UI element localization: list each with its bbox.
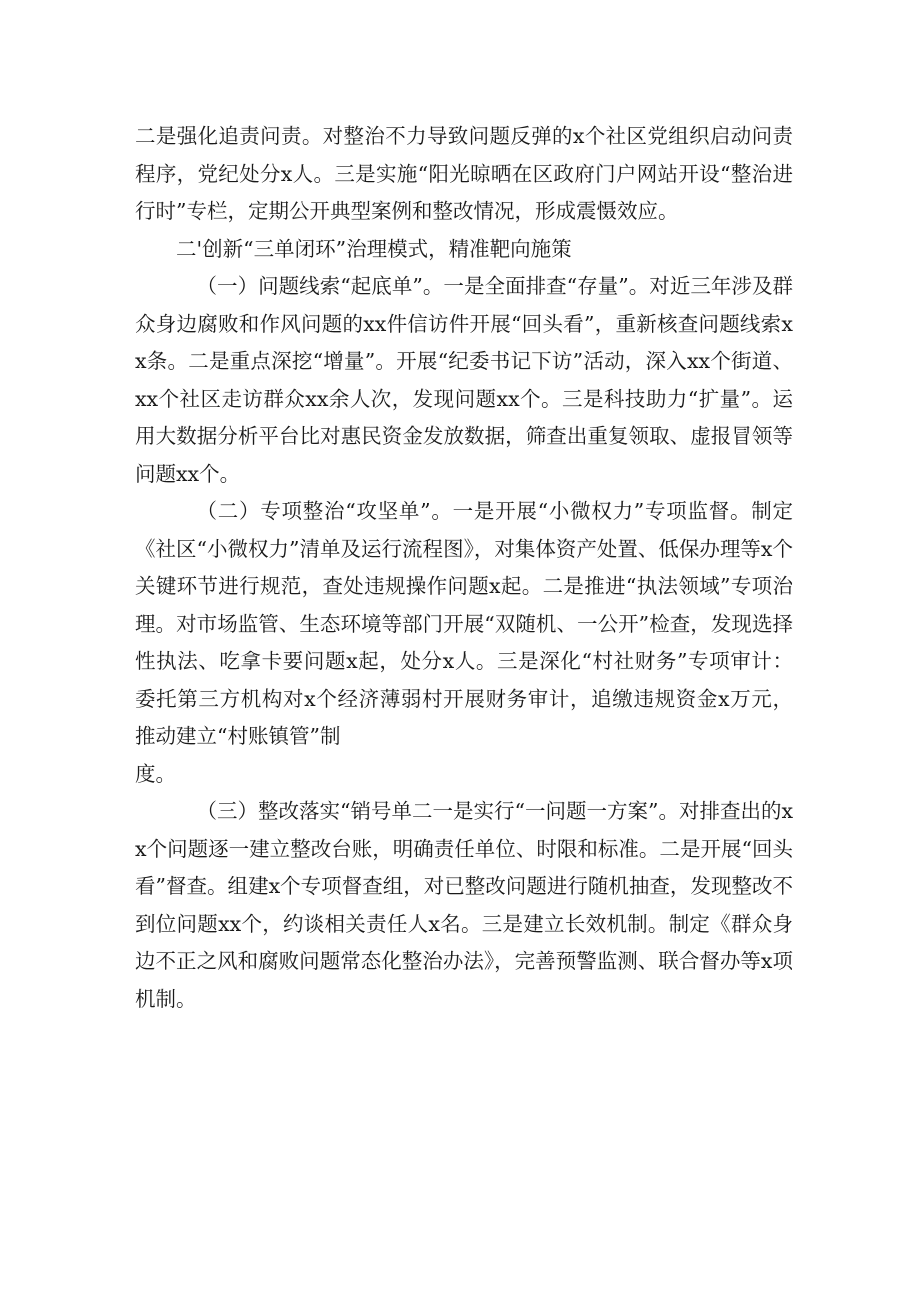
document-body <box>135 118 793 1018</box>
section-heading-two: 二'创新“三单闭环”治理模式，精准靶向施策 <box>176 236 572 261</box>
paragraph-special-rectification: （二）专项整治“攻坚单”。一是开展“小微权力”专项监督。制定《社区“小微权力”清单及运行流程图》，对集体资产处置、低保办理等x个关键环节进行规范，查处违规操作问题x起。二是推进“执法领域”专项治理。对市场监管、生态环境等部门开展“双随机、一公开”检查，发现选择性执法、吃拿卡要问题x起，处分x人。三是深化“村社财务”专项审计：委托第三方机构对x个经济薄弱村开展财务审计，追缴违规资金x万元，推动建立“村账镇管”制 <box>135 499 793 748</box>
paragraph-clue-list: （一）问题线索“起底单”。一是全面排查“存量”。对近三年涉及群众身边腐败和作风问题的xx件信访件开展“回头看”，重新核查问题线索xx条。二是重点深挖“增量”。开展“纪委书记下访”活动，深入xx个街道、xx个社区走访群众xx余人次，发现问题xx个。三是科技助力“扩量”。运用大数据分析平台比对惠民资金发放数据，筛查出重复领取、虚报冒领等问题xx个。 <box>135 274 793 486</box>
paragraph-accountability: 二是强化追责问责。对整治不力导致问题反弹的x个社区党组织启动问责程序，党纪处分x人。三是实施“阳光晾晒在区政府门户网站开设“整治进行时”专栏，定期公开典型案例和整改情况，形成震慑效应。 <box>135 124 793 223</box>
paragraph-rectification-closure: （三）整改落实“销号单二一是实行“一问题一方案”。对排查出的xx个问题逐一建立整改台账，明确责任单位、时限和标准。二是开展“回头看”督查。组建x个专项督查组，对已整改问题进行随机抽查，发现整改不到位问题xx个，约谈相关责任人x名。三是建立长效机制。制定《群众身边不正之风和腐败问题常态化整治办法》，完善预警监测、联合督办等x项机制。 <box>135 799 794 1011</box>
paragraph-fragment: 度。 <box>135 761 176 786</box>
